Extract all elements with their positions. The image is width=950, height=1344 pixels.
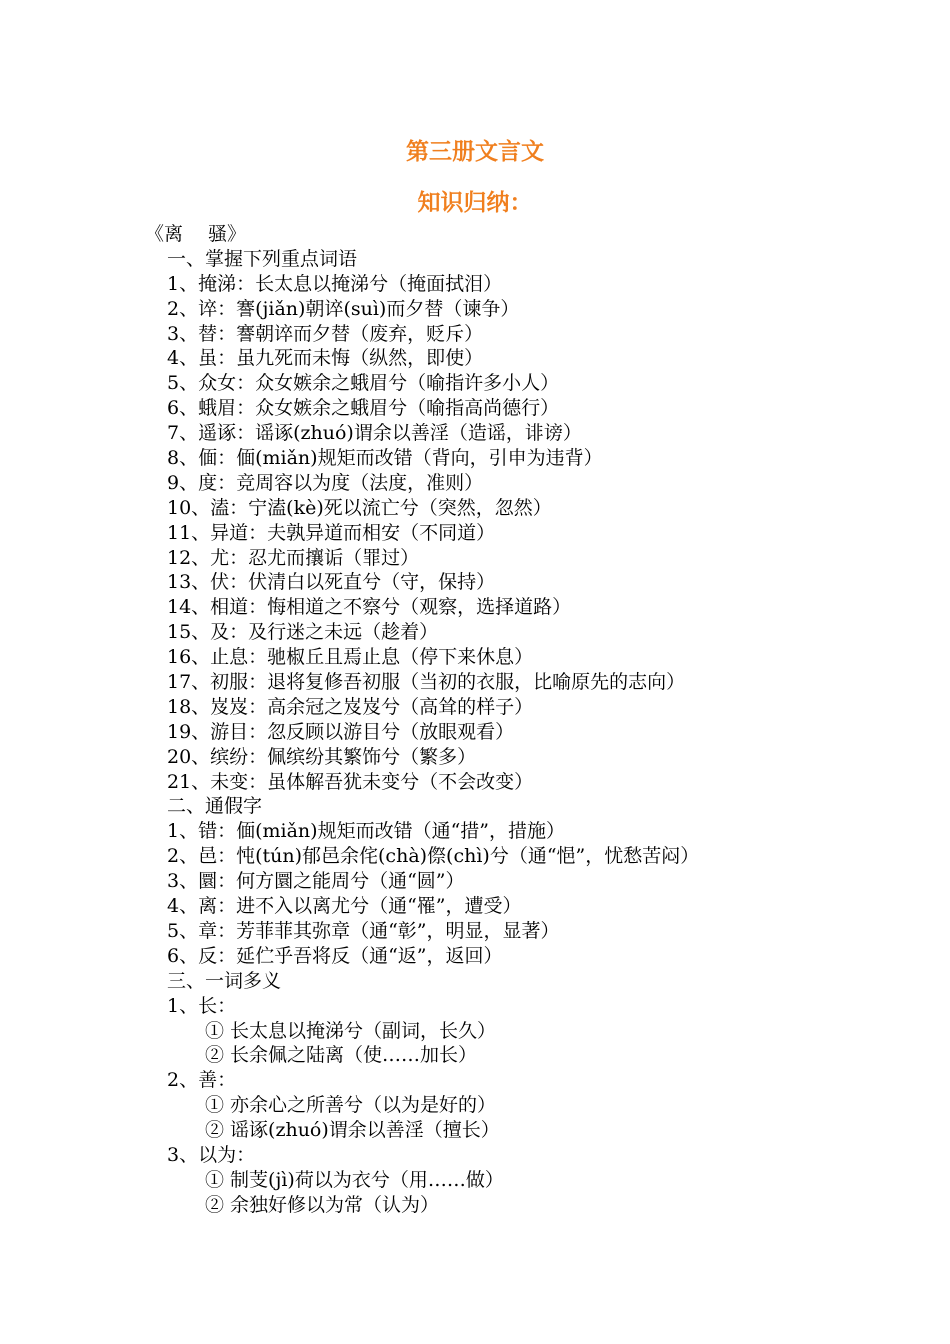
text-line: 15、及：及行迷之未远（趁着） [167,621,439,644]
text-line: 8、偭：偭(miǎn)规矩而改错（背向，引申为违背） [167,447,603,470]
text-line: 4、虽：虽九死而未悔（纵然，即使） [167,347,484,370]
text-line: ① 制芰(jì)荷以为衣兮（用……做） [205,1168,504,1191]
text-line: 12、尤：忍尤而攘诟（罪过） [167,546,420,569]
text-line: 2、谇：謇(jiǎn)朝谇(suì)而夕替（谏争） [167,297,520,320]
text-line: 18、岌岌：高余冠之岌岌兮（高耸的样子） [167,695,534,718]
text-line: 10、溘：宁溘(kè)死以流亡兮（突然，忽然） [167,496,552,519]
text-line: 3、圜：何方圜之能周兮（通“圆”） [167,870,465,893]
text-line: 1、掩涕：长太息以掩涕兮（掩面拭泪） [167,272,503,295]
text-line: 5、章：芳菲菲其弥章（通“彰”，明显，显著） [167,919,560,942]
text-line: 5、众女：众女嫉余之蛾眉兮（喻指许多小人） [167,372,560,395]
text-line: 9、度：竞周容以为度（法度，准则） [167,471,484,494]
text-line: ① 长太息以掩涕兮（副词，长久） [205,1019,497,1042]
document-subtitle: 知识归纳： [417,190,533,216]
text-line: 三、一词多义 [167,969,282,992]
document-body [145,222,699,1218]
text-line: 3、以为： [167,1143,256,1166]
text-line: 4、离：进不入以离尤兮（通“罹”，遭受） [167,895,522,918]
text-line: 一、掌握下列重点词语 [167,247,358,270]
text-line: 20、缤纷：佩缤纷其繁饰兮（繁多） [167,745,477,768]
text-line: 17、初服：退将复修吾初服（当初的衣服，比喻原先的志向） [167,671,686,694]
text-line: 3、替：謇朝谇而夕替（废弃，贬斥） [167,322,484,345]
text-line: 13、伏：伏清白以死直兮（守，保持） [167,571,496,594]
text-line: 14、相道：悔相道之不察兮（观察，选择道路） [167,596,572,619]
text-line: 1、长： [167,994,237,1017]
text-line: 2、邑：忳(tún)郁邑余侘(chà)傺(chì)兮（通“悒”，忧愁苦闷） [167,845,700,868]
text-line: ① 亦余心之所善兮（以为是好的） [205,1094,497,1117]
text-line: ② 谣诼(zhuó)谓余以善淫（擅长） [205,1119,500,1142]
text-line: 19、游目：忽反顾以游目兮（放眼观看） [167,720,515,743]
text-line: 6、反：延伫乎吾将反（通“返”，返回） [167,944,503,967]
text-line: ② 长余佩之陆离（使……加长） [205,1044,478,1067]
text-line: 6、蛾眉：众女嫉余之蛾眉兮（喻指高尚德行） [167,397,560,420]
text-line: 二、通假字 [167,795,263,818]
text-line: 1、错：偭(miǎn)规矩而改错（通“措”，措施） [167,820,565,843]
text-line: 2、善： [167,1069,237,1092]
text-line: ② 余独好修以为常（认为） [205,1193,440,1216]
text-line: 《离 骚》 [145,223,247,245]
text-line: 7、遥诼：谣诼(zhuó)谓余以善淫（造谣，诽谤） [167,422,582,445]
document-title: 第三册文言文 [406,139,544,165]
text-line: 11、异道：夫孰异道而相安（不同道） [167,521,496,544]
text-line: 21、未变：虽体解吾犹未变兮（不会改变） [167,770,534,793]
text-line: 16、止息：驰椒丘且焉止息（停下来休息） [167,646,534,669]
